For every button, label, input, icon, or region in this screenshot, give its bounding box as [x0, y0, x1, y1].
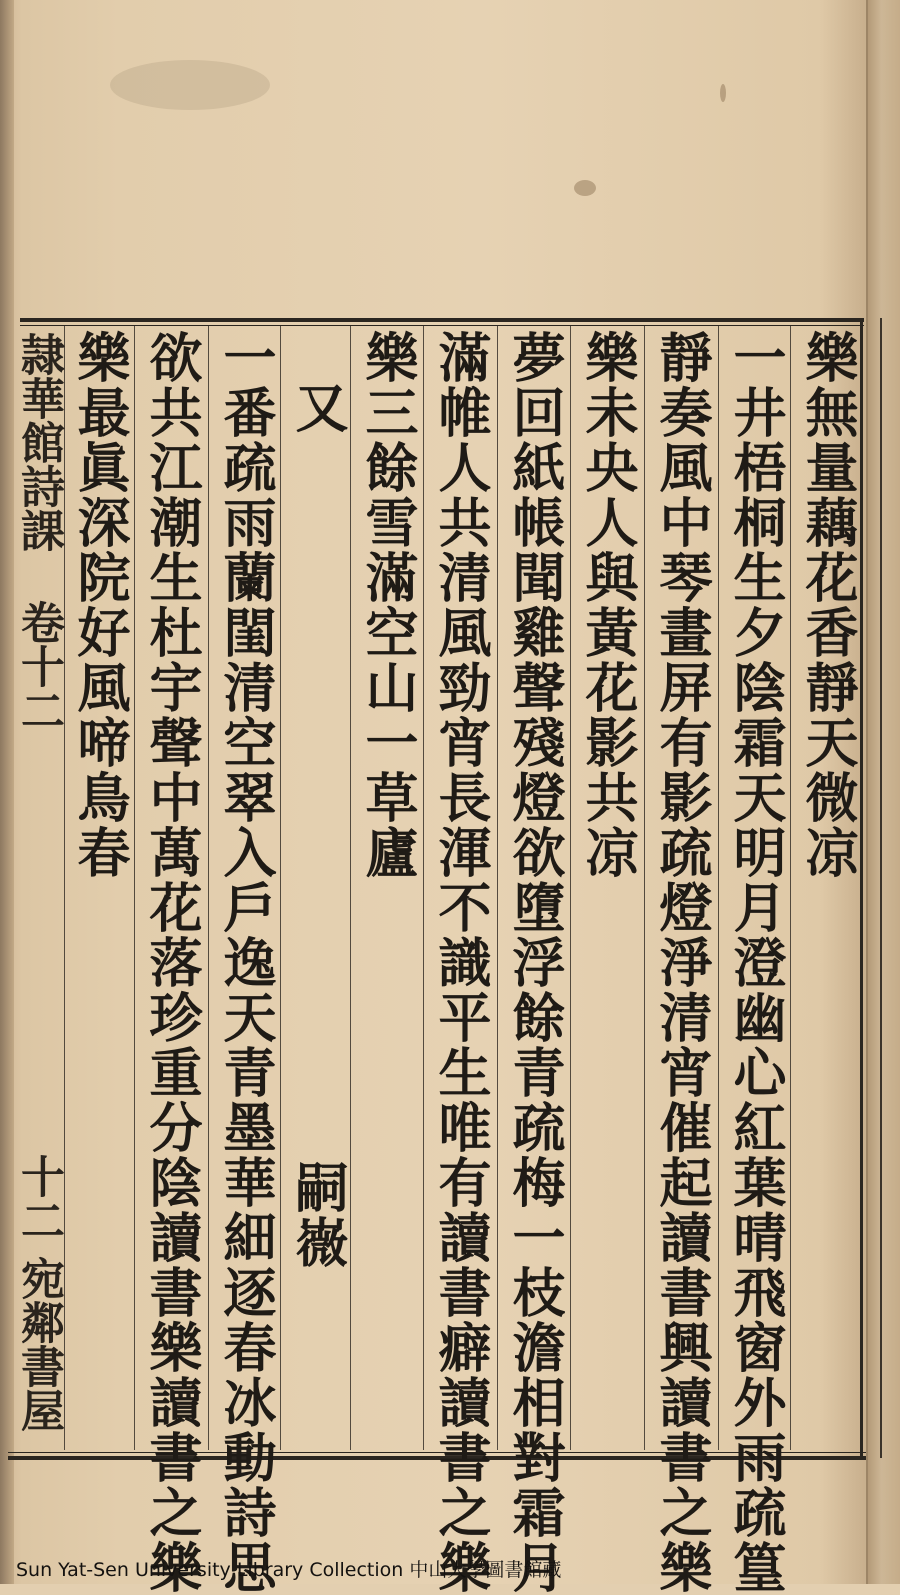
- volume-label: 卷十二: [13, 600, 64, 732]
- column-rule: [497, 326, 498, 1450]
- paper-stain: [720, 84, 726, 102]
- author-name: 嗣嶶: [287, 1160, 349, 1270]
- text-column: 樂三餘雪滿空山一草廬: [357, 330, 419, 880]
- column-rule: [570, 326, 571, 1450]
- right-spine: [866, 0, 900, 1584]
- text-column: 樂未央人與黃花影共凉: [577, 330, 639, 880]
- left-gutter: [0, 0, 14, 1584]
- next-page-border: [880, 318, 882, 1458]
- frame-right-border: [860, 318, 863, 1458]
- text-column: 樂最眞深院好風啼鳥春: [69, 330, 131, 880]
- column-rule: [64, 326, 65, 1450]
- column-rule: [208, 326, 209, 1450]
- poem-subtitle: 又: [287, 380, 349, 435]
- frame-top-border: [20, 318, 864, 326]
- paper-stain: [574, 180, 596, 196]
- text-column: 欲共江潮生杜宇聲中萬花落珍重分陰讀書樂讀書之樂: [141, 330, 203, 1595]
- text-column: 樂無量藕花香靜天微凉: [797, 330, 859, 880]
- text-column: 夢回紙帳聞雞聲殘燈欲墮浮餘青疏梅一枝澹相對霜月: [504, 330, 566, 1595]
- text-column: 滿帷人共清風勁宵長渾不識平生唯有讀書癖讀書之樂: [430, 330, 492, 1595]
- column-rule: [423, 326, 424, 1450]
- publisher-name: 宛鄰書屋: [13, 1256, 64, 1432]
- page-number: 十二: [13, 1154, 64, 1242]
- text-column: 一番疏雨蘭閨清空翠入戶逸天青墨華細逐春冰動詩思: [215, 330, 277, 1595]
- paper-stain: [110, 60, 270, 110]
- collection-credit: Sun Yat-Sen University Library Collection 中山大學圖書館藏: [16, 1559, 562, 1581]
- column-rule: [134, 326, 135, 1450]
- text-column: 靜奏風中琴畫屏有影疏燈淨清宵催起讀書興讀書之樂: [651, 330, 713, 1595]
- text-column: 一井梧桐生夕陰霜天明月澄幽心紅葉晴飛窗外雨疏篁: [725, 330, 787, 1595]
- column-rule: [350, 326, 351, 1450]
- column-rule: [718, 326, 719, 1450]
- column-rule: [790, 326, 791, 1450]
- column-rule: [280, 326, 281, 1450]
- book-title: 隷華館詩課: [13, 332, 64, 552]
- column-rule: [644, 326, 645, 1450]
